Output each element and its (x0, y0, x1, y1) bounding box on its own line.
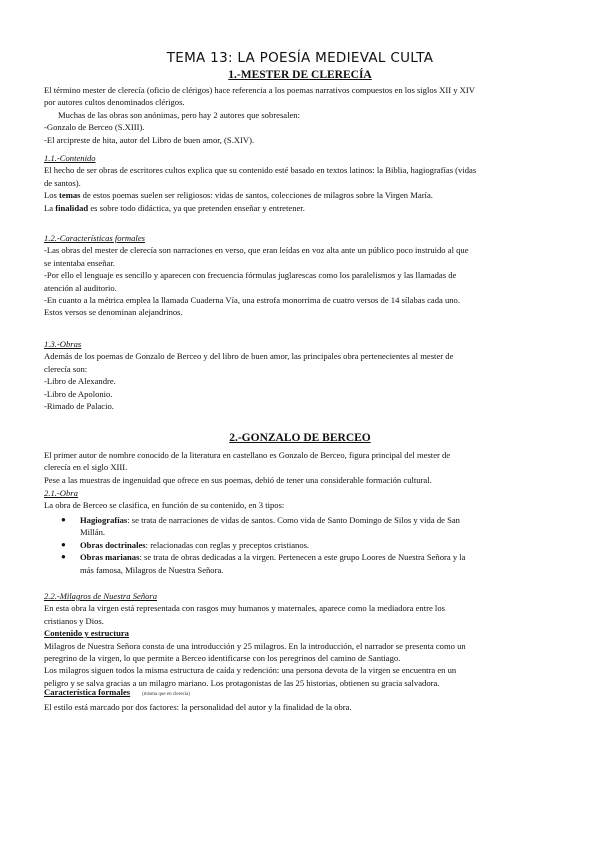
text-run: es sobre todo didáctica, ya que pretenden enseñar y entretener. (88, 202, 305, 213)
obra-types-list (60, 514, 560, 576)
paragraph-line: -Libro de Alexandre. (44, 376, 116, 387)
paragraph-line: El hecho de ser obras de escritores cultos explica que su contenido esté basado en textos latinos: la Biblia, hagiografías (vidas (44, 165, 477, 176)
paragraph-line: atención al auditorio. (44, 282, 117, 293)
subsection-caracteristica-formales (44, 686, 564, 714)
paragraph-line: Muchas de las obras son anónimas, pero hay 2 autores que sobresalen: (58, 109, 300, 120)
subheading-caracteristica-formales: Característica formales (44, 687, 131, 697)
text-run: de estos poemas suelen ser religiosos: vidas de santos, colecciones de milagros sobre la Virgen María. (80, 190, 433, 201)
paragraph-line: cristianos y Dios. (44, 615, 104, 626)
paragraph-line (44, 189, 564, 201)
paragraph-line: de santos). (44, 177, 81, 188)
bullet-icon: ● (61, 552, 66, 562)
paragraph-line: clerecía son: (44, 363, 88, 374)
paragraph-line: -Las obras del mester de clerecía son narraciones en verso, que eran leídas en voz alta ante un público poco instruido al que (44, 245, 469, 256)
bullet-icon: ● (61, 515, 66, 524)
paragraph-line: Estos versos se denominan alejandrinos. (44, 307, 183, 318)
bold-term: Hagiografías (80, 515, 128, 525)
subsection-caracteristicas-formales (44, 232, 564, 319)
bold-term: finalidad (55, 202, 89, 213)
paragraph-line: -Rimado de Palacio. (44, 401, 114, 412)
paragraph-line: -Gonzalo de Berceo (S.XIII). (44, 122, 145, 133)
subsection-heading: 1.3.-Obras (44, 339, 82, 349)
paragraph-line: por autores cultos denominados clérigos. (44, 97, 185, 108)
paragraph-line (44, 202, 564, 214)
bold-term: Obras doctrinales (80, 539, 146, 550)
bullet-icon: ● (61, 539, 66, 549)
paragraph-line: -Por ello el lenguaje es sencillo y aparecen con frecuencia fórmulas juglarescas como los paralelismos y las llamadas de (44, 270, 457, 281)
subsection-heading: 1.1.-Contenido (44, 153, 96, 163)
paragraph-line: -Libro de Apolonio. (44, 388, 113, 399)
bold-term: Obras marianas (80, 552, 140, 563)
paragraph-line: peregrino de la virgen, lo que permite a Berceo identificarse con los peregrinos del camino de Santiago. (44, 653, 401, 664)
paragraph-line: Milagros de Nuestra Señora consta de una introducción y 25 milagros. En la introducción, el narrador se presenta como un (44, 640, 466, 651)
section1-intro (44, 84, 564, 146)
section2-intro (44, 449, 564, 486)
subsection-heading: 1.2.-Características formales (44, 233, 145, 243)
paragraph-line: El primer autor de nombre conocido de la literatura en castellano es Gonzalo de Berceo, figura principal del mester de (44, 450, 451, 460)
paragraph-line: peligro y se salva gracias a un milagro mariano. Los protagonistas de las 25 historias, obtienen su gracia salvadora. (44, 677, 440, 688)
paragraph-line: El término mester de clerecía (oficio de clérigos) hace referencia a los poemas narrativos compuestos en los siglos XII y XIV (44, 85, 475, 95)
paragraph-line: clerecía en el siglo XIII. (44, 462, 128, 473)
text-run: Los (44, 190, 60, 201)
text-run: : se trata de narraciones de vidas de santos. Como vida de Santo Domingo de Silos y vida de San (127, 515, 460, 525)
subsection-heading: 2.2.-Milagros de Nuestra Señora (44, 591, 158, 601)
paragraph-line: Millán. (80, 527, 106, 538)
subsection-obras (44, 338, 564, 412)
list-item (60, 514, 560, 539)
bold-term: temas (59, 190, 81, 201)
section-heading-gonzalo-de-berceo: 2.-GONZALO DE BERCEO (229, 432, 371, 444)
text-run: : relacionadas con reglas y preceptos cristianos. (145, 539, 310, 550)
paragraph-line: El estilo está marcado por dos factores: la personalidad del autor y la finalidad de la obra. (44, 702, 352, 713)
text-run: La (44, 202, 56, 213)
paragraph-line: se intentaba enseñar. (44, 257, 115, 268)
paragraph-line: más famosa, Milagros de Nuestra Señora. (80, 564, 224, 575)
section-heading-mester-de-clerecia: 1.-MESTER DE CLERECÍA (228, 69, 372, 81)
list-item (60, 551, 560, 576)
paragraph-line: Además de los poemas de Gonzalo de Berceo y del libro de buen amor, las principales obra pertenecientes al mester de (44, 351, 454, 362)
paragraph-line: -El arcipreste de hita, autor del Libro de buen amor, (S.XIV). (44, 134, 255, 145)
page-title: TEMA 13: LA POESÍA MEDIEVAL CULTA (166, 50, 434, 66)
subsection-milagros (44, 590, 564, 689)
subsection-obra (44, 487, 564, 512)
list-item (60, 539, 560, 551)
subsection-heading: 2.1.-Obra (44, 488, 78, 498)
paragraph-line: Pese a las muestras de ingenuidad que ofrece en sus poemas, debió de tener una considerable formación cultural. (44, 474, 432, 485)
paragraph-line: En esta obra la virgen está representada con rasgos muy humanos y maternales, aparece como la mediadora entre los (44, 603, 445, 614)
paragraph-line: -En cuanto a la métrica emplea la llamada Cuaderna Vía, una estrofa monorrima de cuatro versos de 14 sílabas cada uno. (44, 295, 460, 306)
subsection-contenido (44, 152, 564, 214)
paragraph-line: Los milagros siguen todos la misma estructura de caída y redención: una persona devota de la virgen se encuentra en un (44, 665, 457, 676)
text-run: : se trata de obras dedicadas a la virgen. Pertenecen a este grupo Loores de Nuestra Señora y la (139, 552, 466, 563)
annotation-note: (misma que en clerecía) (142, 692, 191, 697)
paragraph-line: La obra de Berceo se clasifica, en función de su contenido, en 3 tipos: (44, 500, 285, 511)
subheading-contenido-estructura: Contenido y estructura (44, 628, 129, 639)
